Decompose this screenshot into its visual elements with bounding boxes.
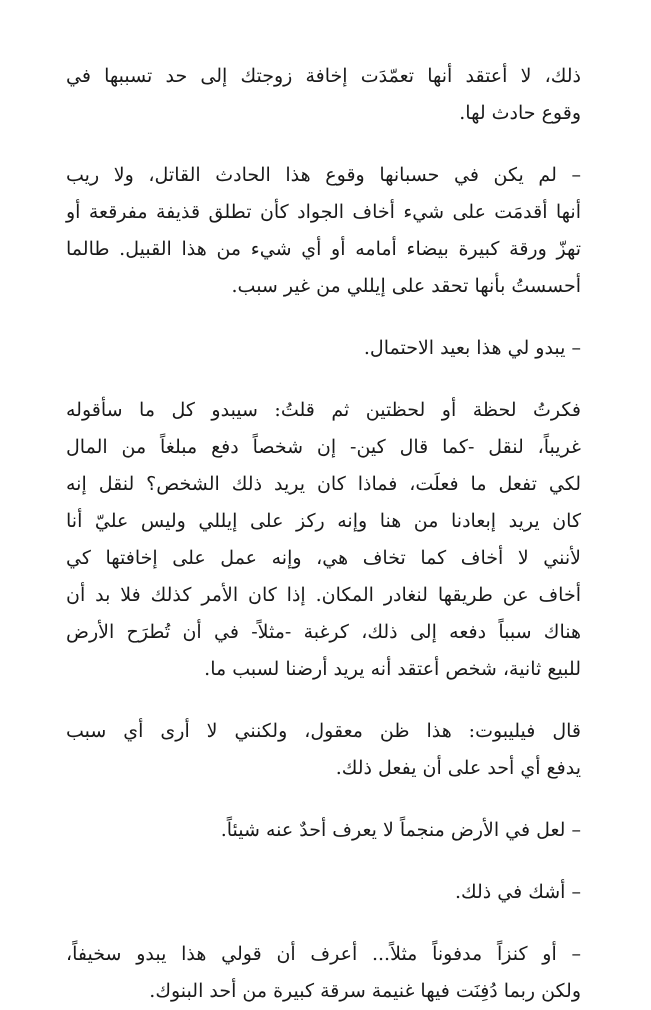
text-line: – أشك في ذلك. [454, 881, 581, 903]
paragraph-5 [66, 713, 581, 787]
text-line: – أو كنزاً مدفوناً مثلاً... أعرف أن قولي هذا يبدو سخيفاً، [66, 943, 581, 965]
text-line: وقوع حادث لها. [459, 102, 581, 124]
text-line: لأنني لا أخاف كما تخاف هي، وإنه عمل على إخافتها كي [66, 547, 581, 569]
text-line: أحسستُ بأنها تحقد على إيللي من غير سبب. [231, 275, 581, 297]
paragraph-3 [66, 330, 581, 367]
text-line: غريباً، لنقل -كما قال كين- إن شخصاً دفع مبلغاً من المال [66, 436, 581, 458]
text-line: كان يريد إبعادنا من هنا وإنه ركز على إيللي وليس عليّ أنا [66, 510, 581, 532]
paragraph-6 [66, 812, 581, 849]
text-line: لكي تفعل ما فعلَت، فماذا كان يريد ذلك الشخص؟ لنقل إنه [66, 473, 581, 495]
text-line: أنها أقدمَت على شيء أخاف الجواد كأن تطلق قذيفة مفرقعة أو [66, 201, 581, 223]
text-line: أخاف عن طريقها لنغادر المكان. إذا كان الأمر كذلك فلا بد أن [66, 584, 581, 606]
paragraph-1 [66, 58, 581, 132]
text-line: هناك سبباً دفعه إلى ذلك، كرغبة -مثلاً- في أن تُطرَح الأرض [66, 621, 581, 643]
paragraph-7 [66, 874, 581, 911]
paragraph-8 [66, 936, 581, 1010]
paragraph-2 [66, 157, 581, 305]
text-line: ذلك، لا أعتقد أنها تعمّدَت إخافة زوجتك إلى حد تسببها في [66, 65, 581, 87]
text-line: – يبدو لي هذا بعيد الاحتمال. [363, 337, 581, 359]
text-line: تهزّ ورقة كبيرة بيضاء أمامه أو أي شيء من هذا القبيل. طالما [66, 238, 581, 260]
text-line: قال فيليبوت: هذا ظن معقول، ولكنني لا أرى أي سبب [66, 720, 581, 742]
text-line: – لم يكن في حسبانها وقوع هذا الحادث القاتل، ولا ريب [66, 164, 581, 186]
text-line: للبيع ثانية، شخص أعتقد أنه يريد أرضنا لسبب ما. [204, 658, 581, 680]
text-line: ولكن ربما دُفِنَت فيها غنيمة سرقة كبيرة من أحد البنوك. [149, 980, 581, 1002]
text-line: فكرتُ لحظة أو لحظتين ثم قلتُ: سيبدو كل ما سأقوله [66, 399, 581, 421]
paragraph-4 [66, 392, 581, 688]
text-line: – لعل في الأرض منجماً لا يعرف أحدٌ عنه شيئاً. [220, 819, 581, 841]
text-line: يدفع أي أحد على أن يفعل ذلك. [335, 757, 581, 779]
